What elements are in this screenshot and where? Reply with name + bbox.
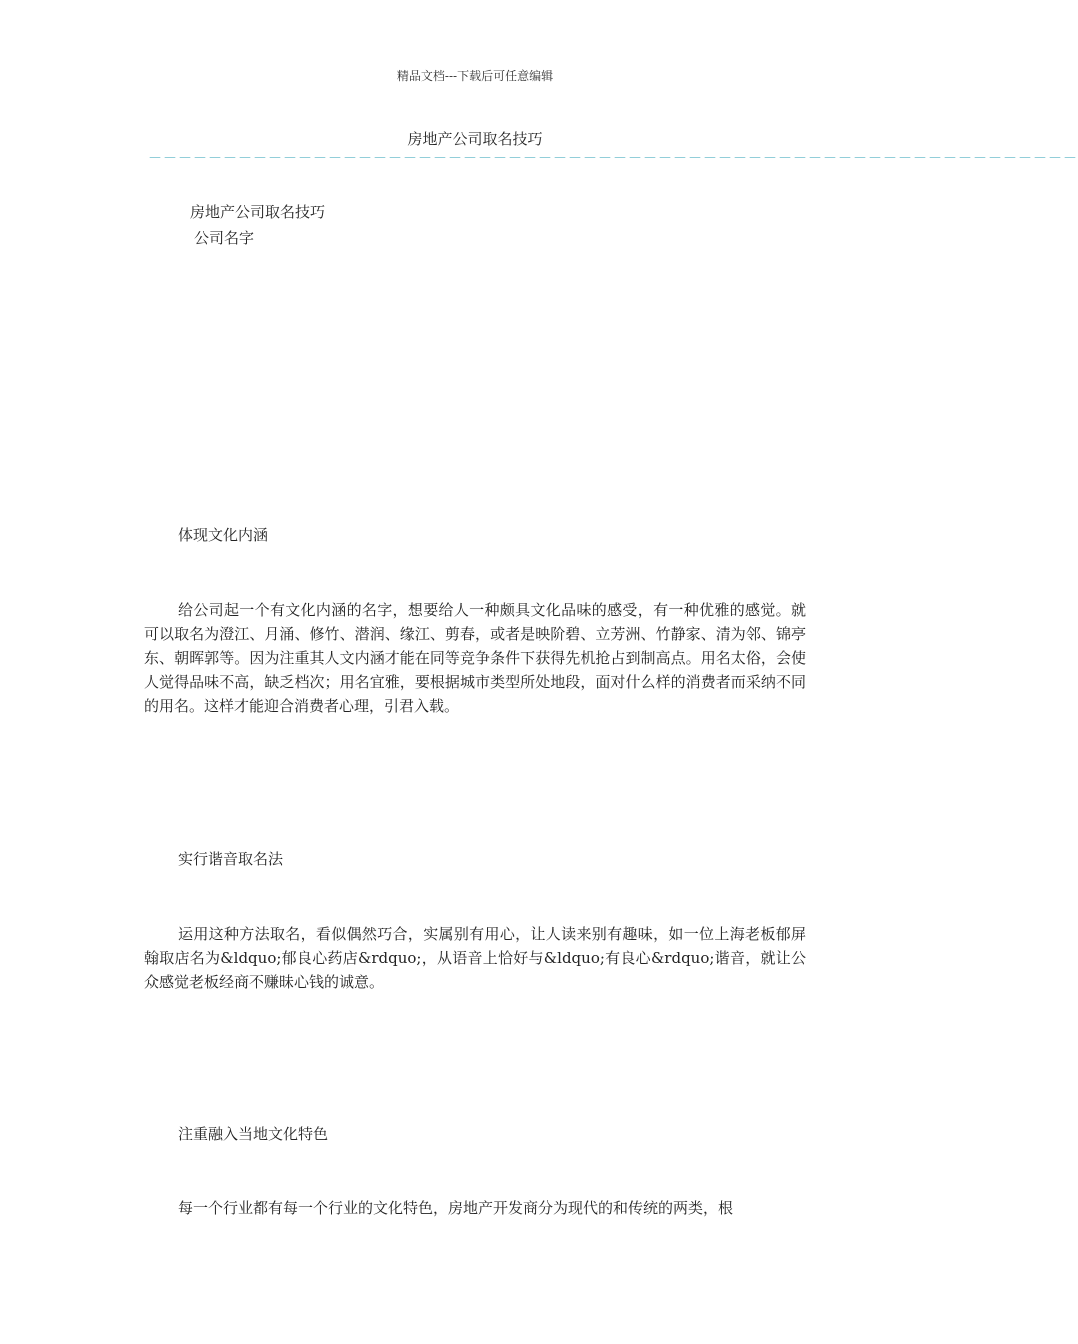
- header-divider: －－－－－－－－－－－－－－－－－－－－－－－－－－－－－－－－－－－－－－－－－－－－－－－－－－－－－－－－－－－－－－: [148, 151, 1078, 167]
- section-body-culture: 给公司起一个有文化内涵的名字，想要给人一种颇具文化品味的感受，有一种优雅的感觉。就可以取名为澄江、月涌、修竹、潜润、缘江、剪春，或者是映阶碧、立芳洲、竹静家、清为邻、锦亭东、朝晖郭等。因为注重其人文内涵才能在同等竞争条件下获得先机抢占到制高点。用名太俗，会使人觉得品味不高，缺乏档次；用名宜雅，要根据城市类型所处地段，面对什么样的消费者而采纳不同的用名。这样才能迎合消费者心理，引君入载。: [144, 601, 806, 715]
- section-heading-homophone: 实行谐音取名法: [178, 850, 284, 868]
- section-body-homophone: 运用这种方法取名，看似偶然巧合，实属别有用心，让人读来别有趣味，如一位上海老板郁屏翰取店名为&ldquo;郁良心药店&rdquo;，从语音上恰好与&ldquo;有良心&rdquo;谐音，就让公众感觉老板经商不赚昧心钱的诚意。: [144, 925, 806, 991]
- intro-subtitle-line: 公司名字: [194, 229, 255, 247]
- intro-title-line: 房地产公司取名技巧: [190, 203, 326, 221]
- document-title: 房地产公司取名技巧: [407, 130, 543, 148]
- section-body-local-culture: 每一个行业都有每一个行业的文化特色，房地产开发商分为现代的和传统的两类，根: [178, 1199, 734, 1217]
- section-heading-local-culture: 注重融入当地文化特色: [178, 1125, 329, 1143]
- section-heading-culture: 体现文化内涵: [178, 526, 269, 544]
- page-watermark: 精品文档---下载后可任意编辑: [396, 69, 554, 83]
